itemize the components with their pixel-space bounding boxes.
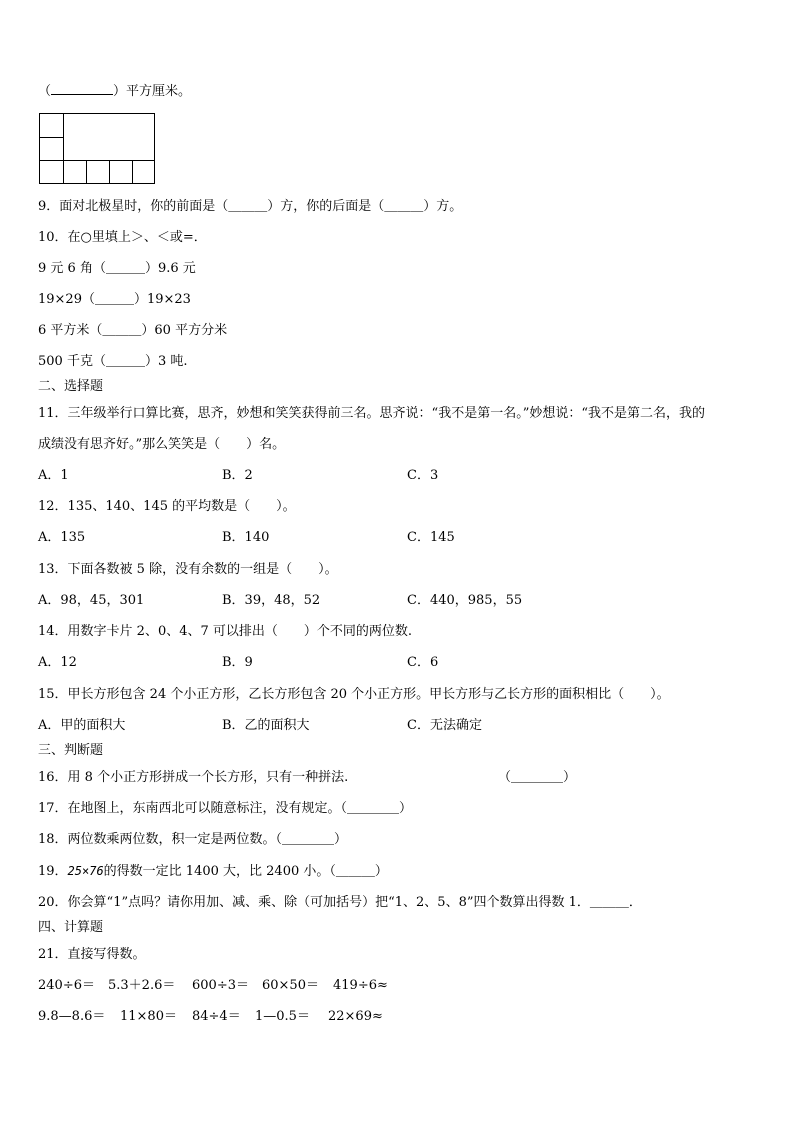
option-b[interactable]: B．2	[222, 468, 253, 483]
q8-answer-line	[38, 82, 191, 101]
option-a[interactable]: A．1	[38, 468, 69, 483]
option-b[interactable]: B．140	[222, 530, 270, 545]
option-b[interactable]: B．39，48，52	[222, 593, 321, 608]
grid-cell	[86, 160, 110, 184]
section-heading-judge: 三、判断题	[38, 743, 104, 758]
question-10-item: 6 平方米（＿＿＿）60 平方分米	[38, 323, 228, 338]
question-12-stem: 12．135、140、145 的平均数是（ ）。	[38, 499, 296, 514]
question-20: 20．你会算“1”点吗？请你用加、减、乘、除（可加括号）把“1、2、5、8”四个数算出得数 1．＿＿＿．	[38, 895, 642, 910]
question-11-stem-line2: 成绩没有思齐好。”那么笑笑是（ ）名。	[38, 437, 286, 452]
calc-item: 22×69≈	[328, 1009, 383, 1024]
option-a[interactable]: A．12	[38, 655, 77, 670]
question-11-stem-line1: 11．三年级举行口算比赛，思齐，妙想和笑笑获得前三名。思齐说：“我不是第一名。”妙想说：“我不是第二名，我的	[38, 406, 705, 421]
math-expression: 25×76	[67, 864, 104, 878]
q8-unit-text: 平方厘米。	[126, 84, 192, 99]
grid-cell	[39, 160, 64, 184]
grid-cell	[109, 160, 133, 184]
section-heading-calc: 四、计算题	[38, 920, 104, 935]
option-c[interactable]: C．3	[407, 468, 439, 483]
option-b[interactable]: B．9	[222, 655, 253, 670]
question-number: 19．	[38, 864, 68, 879]
question-16-stem: 16．用 8 个小正方形拼成一个长方形，只有一种拼法.	[38, 770, 349, 785]
answer-blank[interactable]: （＿＿＿＿）	[498, 770, 577, 785]
question-10-item: 500 千克（＿＿＿）3 吨.	[38, 354, 188, 369]
question-10-item: 19×29（＿＿＿）19×23	[38, 292, 191, 307]
calc-item: 600÷3＝	[192, 978, 249, 993]
calc-item: 84÷4＝	[192, 1009, 241, 1024]
option-b[interactable]: B．乙的面积大	[222, 718, 310, 733]
calc-item: 9.8—8.6＝	[38, 1009, 106, 1024]
grid-cell	[132, 160, 155, 184]
question-18: 18．两位数乘两位数，积一定是两位数。（＿＿＿＿）	[38, 832, 348, 847]
question-19	[38, 862, 388, 881]
option-c[interactable]: C．440，985，55	[407, 593, 523, 608]
calc-item: 11×80＝	[120, 1009, 177, 1024]
square-grid-figure	[39, 113, 155, 184]
question-17: 17．在地图上，东南西北可以随意标注，没有规定。（＿＿＿＿）	[38, 801, 413, 816]
option-c[interactable]: C．无法确定	[407, 718, 482, 733]
question-10-item: 9 元 6 角（＿＿＿）9.6 元	[38, 261, 196, 276]
grid-cell	[39, 137, 64, 161]
question-13-stem: 13．下面各数被 5 除，没有余数的一组是（ ）。	[38, 562, 338, 577]
question-21-stem: 21．直接写得数。	[38, 947, 146, 962]
question-10-stem: 10．在○里填上＞、＜或=．	[38, 230, 207, 245]
option-c[interactable]: C．145	[407, 530, 455, 545]
paren-open: （	[38, 84, 52, 99]
question-19-text: 的得数一定比 1400 大，比 2400 小。（＿＿＿）	[103, 864, 388, 879]
option-a[interactable]: A．98，45，301	[38, 593, 145, 608]
section-heading-choice: 二、选择题	[38, 379, 104, 394]
question-15-stem: 15．甲长方形包含 24 个小正方形，乙长方形包含 20 个小正方形。甲长方形与乙长方形的面积相比（ ）。	[38, 687, 670, 702]
calc-item: 5.3＋2.6＝	[108, 978, 176, 993]
option-a[interactable]: A．甲的面积大	[38, 718, 126, 733]
calc-item: 419÷6≈	[333, 978, 388, 993]
option-a[interactable]: A．135	[38, 530, 86, 545]
option-c[interactable]: C．6	[407, 655, 439, 670]
question-9: 9．面对北极星时，你的前面是（＿＿＿）方，你的后面是（＿＿＿）方。	[38, 199, 463, 214]
calc-item: 240÷6＝	[38, 978, 95, 993]
grid-cell	[63, 160, 87, 184]
calc-item: 60×50＝	[262, 978, 319, 993]
calc-item: 1—0.5＝	[255, 1009, 310, 1024]
answer-blank[interactable]	[51, 82, 113, 95]
paren-close: ）	[113, 84, 127, 99]
grid-cell	[39, 113, 64, 138]
question-14-stem: 14．用数字卡片 2、0、4、7 可以排出（ ）个不同的两位数.	[38, 624, 413, 639]
